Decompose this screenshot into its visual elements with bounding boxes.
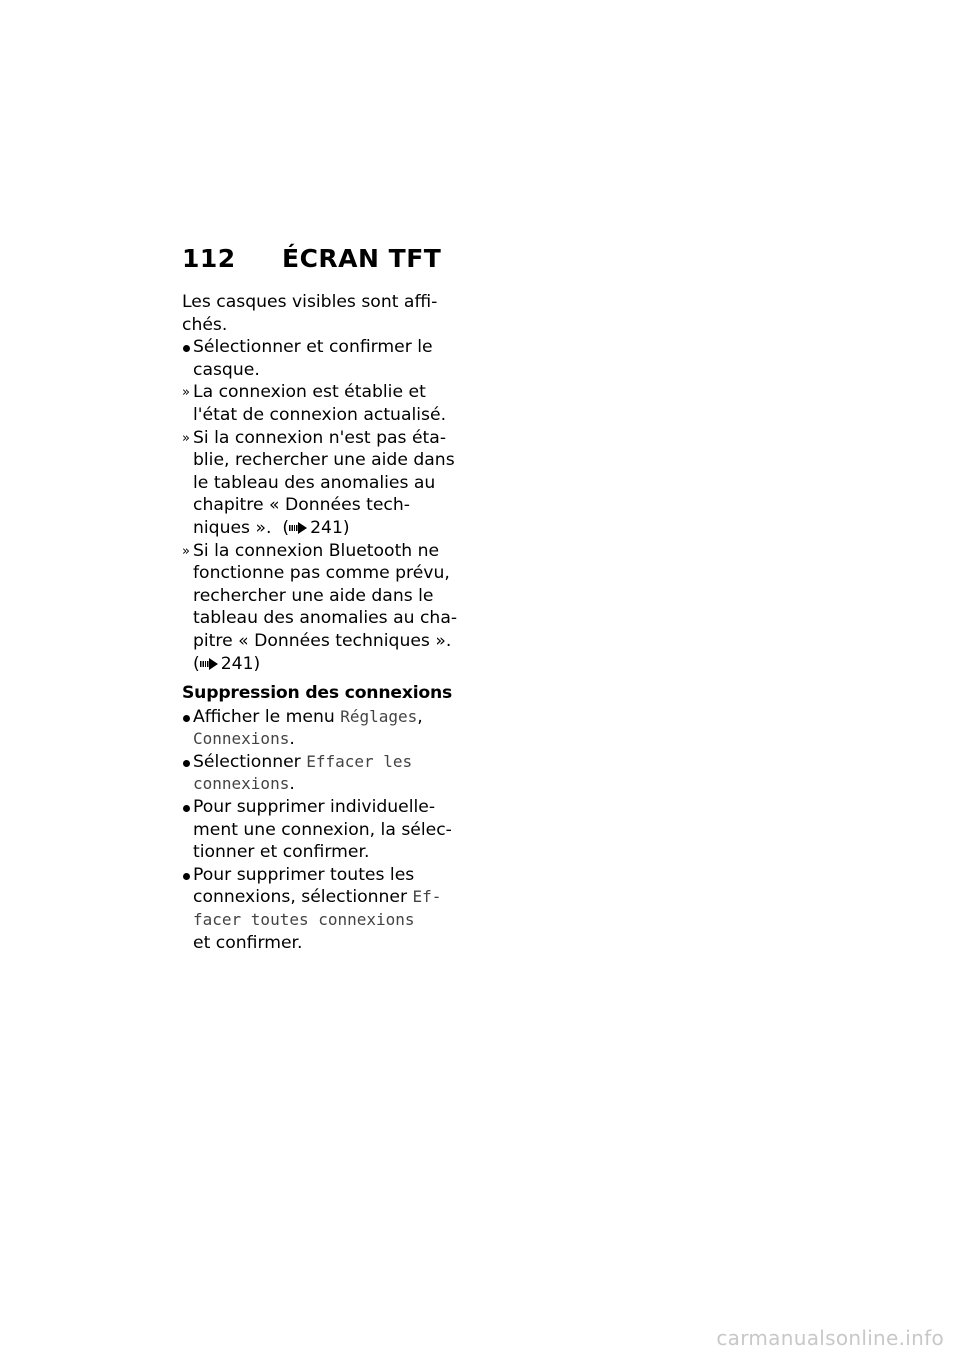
ref-page-number: 241) <box>220 653 261 674</box>
ref-paren: ( <box>193 653 200 674</box>
result-chevron-icon: » <box>182 385 190 401</box>
menu-name-delete-connections-part2: connexions <box>193 774 290 794</box>
result-line-1: Si la connexion Bluetooth ne <box>193 540 440 561</box>
ref-paren: ( <box>282 517 290 538</box>
step-select-headset <box>182 336 482 381</box>
step-line-1: Pour supprimer toutes les <box>193 864 415 885</box>
step-line-2: casque. <box>193 359 260 380</box>
comma: , <box>417 706 423 727</box>
result-line-3: le tableau des anomalies au <box>193 472 436 493</box>
intro-line-2: chés. <box>182 314 228 335</box>
step-line-4: et confirmer. <box>193 932 303 953</box>
result-line-2: blie, rechercher une aide dans <box>193 450 455 471</box>
menu-name-delete-all-part1: Ef- <box>412 887 442 907</box>
menu-name-settings: Réglages <box>340 706 418 726</box>
result-bluetooth <box>182 540 482 676</box>
step-open-menu <box>182 706 482 751</box>
page-reference[interactable] <box>282 518 349 538</box>
watermark: carmanualsonline.info <box>716 1326 944 1350</box>
result-line-1: La connexion est établie et <box>193 382 426 403</box>
step-text: Afficher le menu <box>193 706 335 727</box>
step-line-3: tionner et confirmer. <box>193 842 370 863</box>
step-delete-individual <box>182 796 482 864</box>
result-not-connected <box>182 427 482 540</box>
step-line-2: connexions, sélectionner <box>193 887 408 908</box>
result-line-4: tableau des anomalies au cha- <box>193 608 458 629</box>
page-number: 112 <box>182 244 236 273</box>
step-line-1: Sélectionner et confirmer le <box>193 337 433 358</box>
result-connected <box>182 381 482 426</box>
result-line-5: pitre « Données techniques ». <box>193 630 452 651</box>
result-chevron-icon: » <box>182 430 190 446</box>
menu-name-connections: Connexions <box>193 729 290 749</box>
result-chevron-icon: » <box>182 543 190 559</box>
step-text: Sélectionner <box>193 751 301 772</box>
step-line-2: ment une connexion, la sélec- <box>193 819 452 840</box>
page-header <box>182 244 482 273</box>
page-reference[interactable] <box>193 654 260 674</box>
result-line-4: chapitre « Données tech- <box>193 495 410 516</box>
intro-line-1: Les casques visibles sont affi- <box>182 292 438 312</box>
intro-paragraph <box>182 291 482 336</box>
page-reference-arrow-icon <box>200 658 218 670</box>
step-delete-all <box>182 864 482 954</box>
page-content <box>182 291 482 954</box>
result-line-2: l'état de connexion actualisé. <box>193 404 447 425</box>
result-line-1: Si la connexion n'est pas éta- <box>193 427 447 448</box>
period: . <box>289 729 295 750</box>
step-select-delete <box>182 751 482 796</box>
period: . <box>289 774 295 795</box>
step-line-1: Pour supprimer individuelle- <box>193 797 436 818</box>
result-line-5: niques ». <box>193 517 272 538</box>
chapter-title: ÉCRAN TFT <box>282 244 442 273</box>
result-line-2: fonctionne pas comme prévu, <box>193 563 450 584</box>
menu-name-delete-all-part2: facer toutes connexions <box>193 910 415 930</box>
section-heading-delete-connections: Suppression des connexions <box>182 683 453 704</box>
ref-page-number: 241) <box>310 517 350 538</box>
page-reference-arrow-icon <box>289 522 307 534</box>
menu-name-delete-connections-part1: Effacer les <box>306 751 413 771</box>
result-line-3: rechercher une aide dans le <box>193 585 434 606</box>
